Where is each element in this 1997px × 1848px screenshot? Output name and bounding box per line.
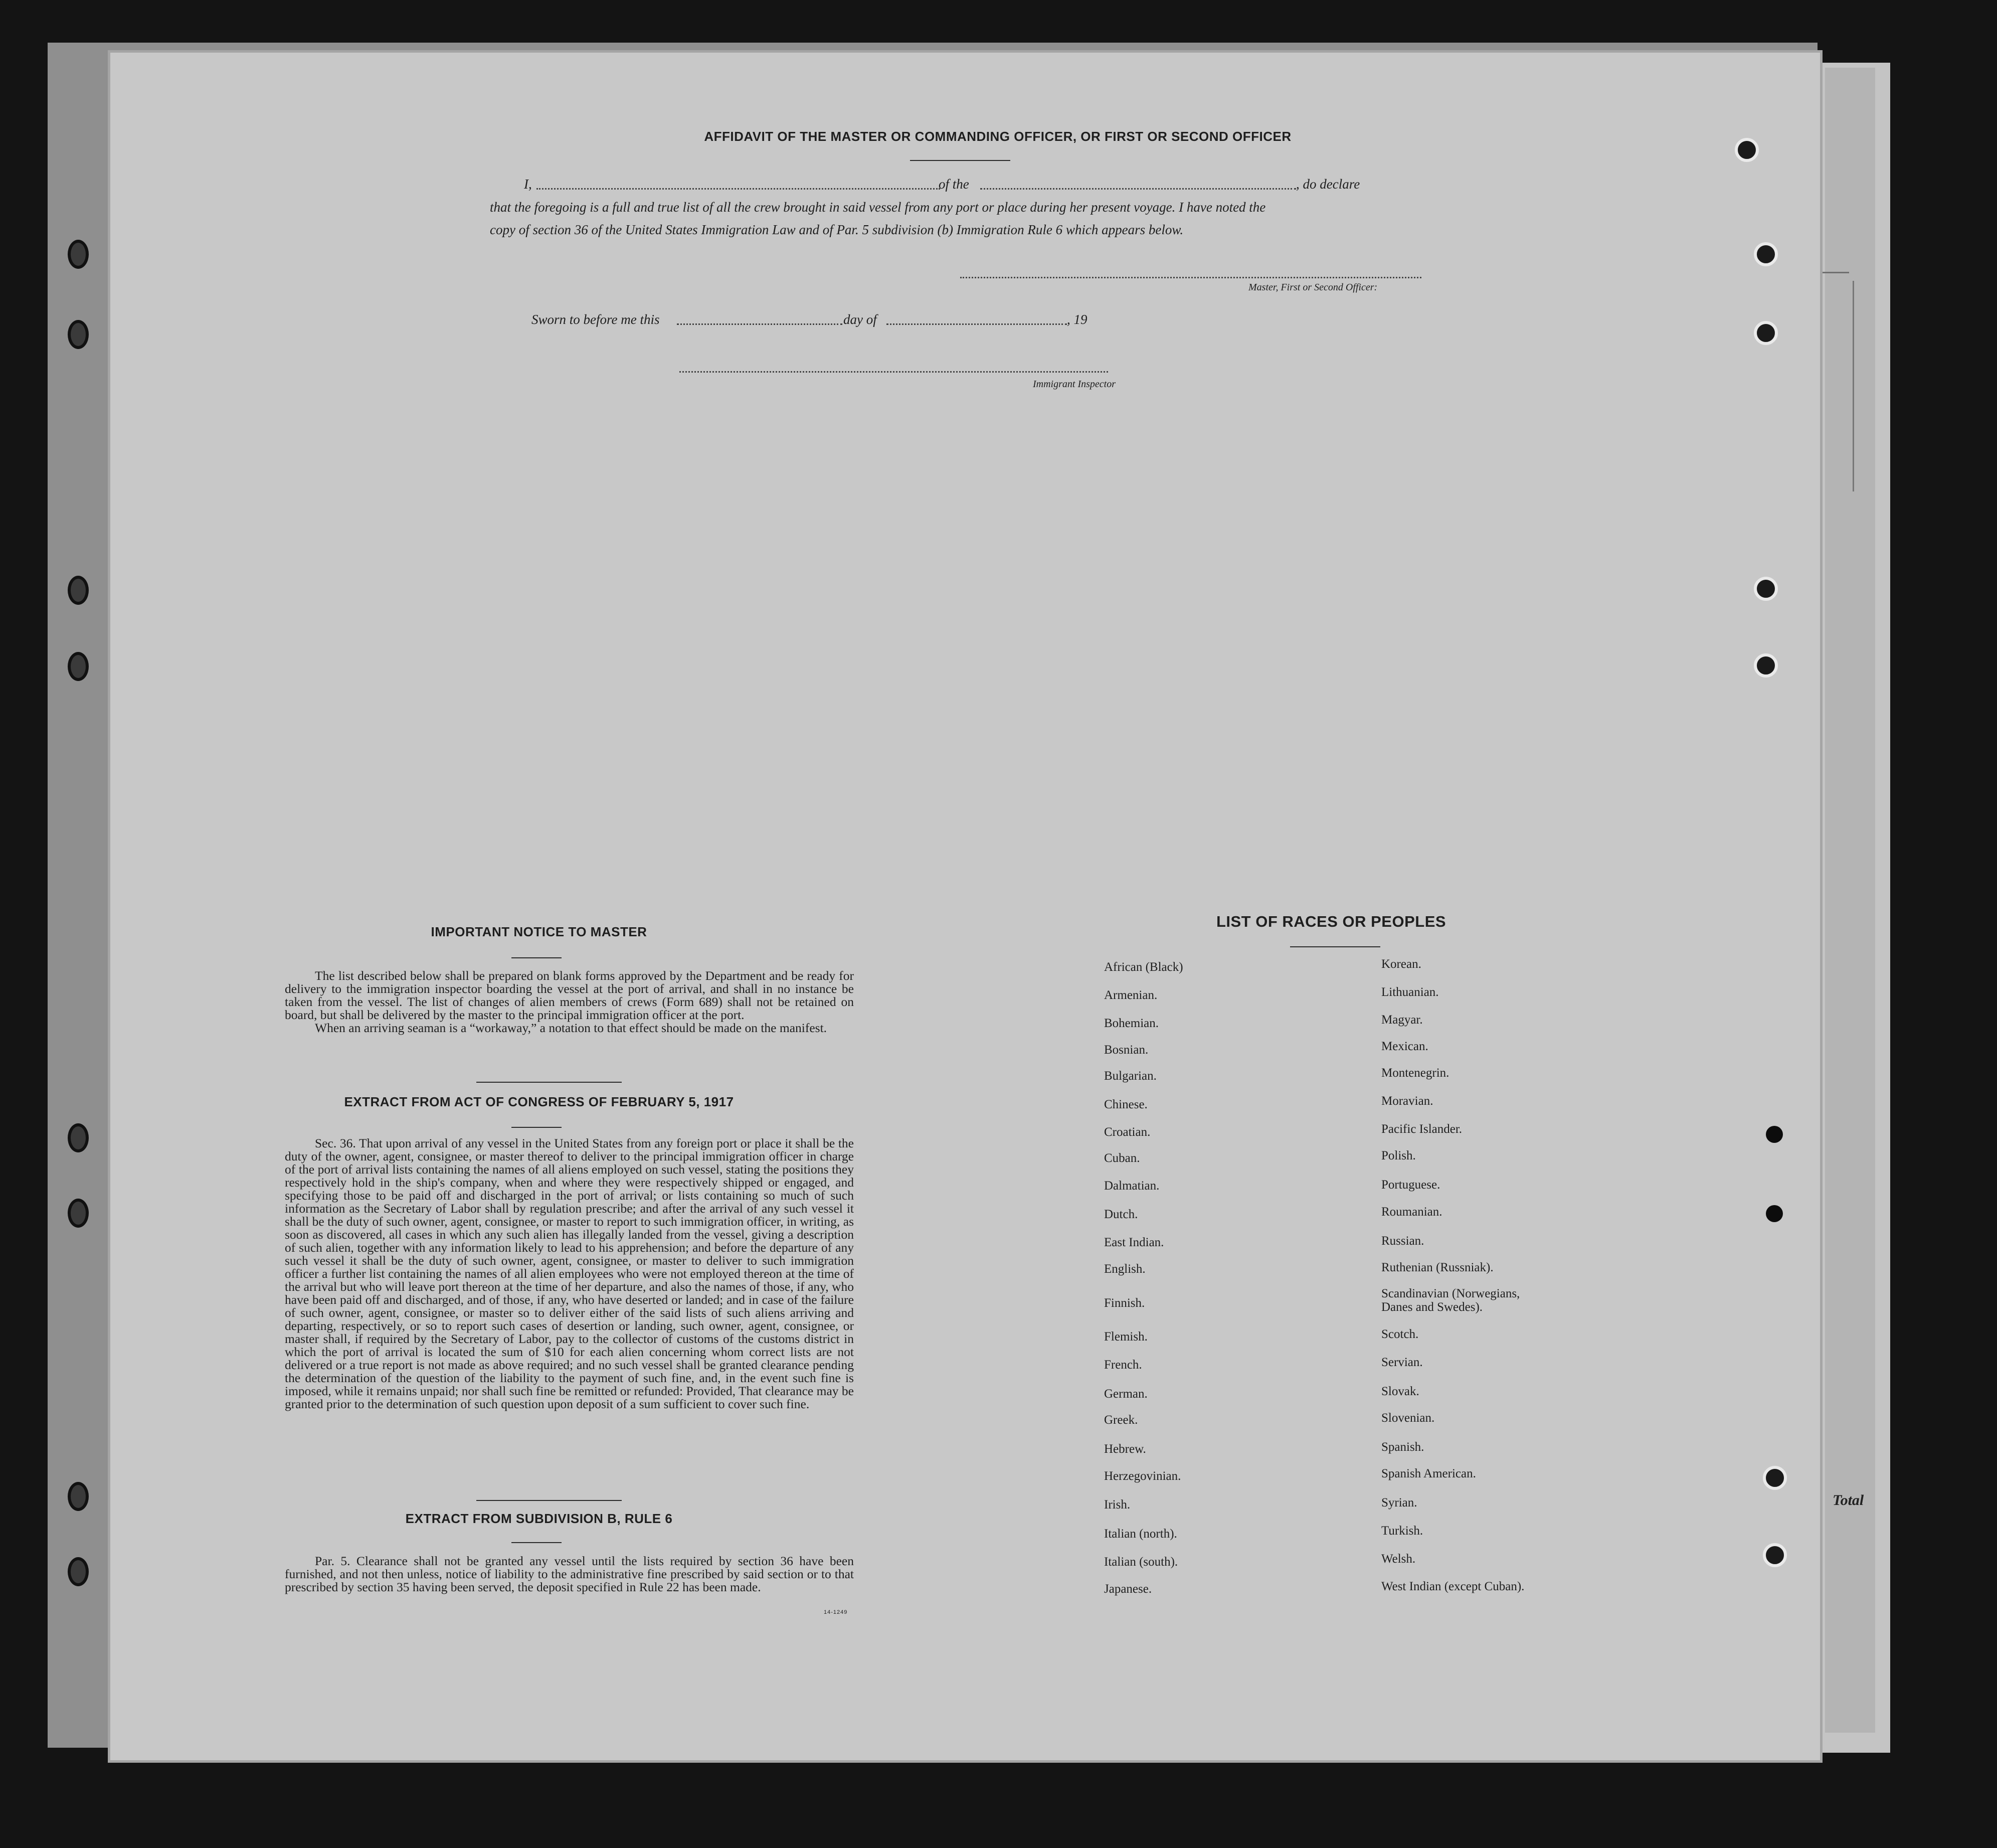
notice-paragraph: When an arriving seaman is a “workaway,” a notation to that effect should be made on the manifest. — [315, 1021, 827, 1035]
binder-hole-left — [68, 1557, 89, 1586]
punch-hole — [1754, 242, 1778, 266]
vessel-name-field[interactable] — [980, 188, 1296, 190]
race-item: Irish. — [1104, 1498, 1131, 1511]
race-item: Flemish. — [1104, 1330, 1148, 1343]
page-edge-line — [1853, 281, 1854, 491]
race-item: Bulgarian. — [1104, 1069, 1157, 1083]
margin-total-note: Total — [1833, 1492, 1864, 1508]
race-item: Roumanian. — [1381, 1205, 1442, 1219]
binder-hole-left — [68, 320, 89, 349]
act-paragraph: Sec. 36. That upon arrival of any vessel in the United States from any foreign port or place it shall be the duty of the owner, agent, consignee, or master thereof to deliver to the principal immigration officer in charge of the port of arrival lists containing the names of all aliens employed on such vessel, stating the positions they respectively hold in the ship's company, when and where they were respectively shipped or engaged, and specifying those to be paid off and discharged in the port of arrival; or lists containing so much of such information as the Secretary of Labor shall by regulation prescribe; and after the arrival of any such vessel it shall be the duty of such owner, agent, consignee, or master to report to such immigration officer, in writing, as soon as discovered, all cases in which any such alien has illegally landed from the vessel, giving a description of such alien, together with any information likely to lead to his apprehension; and before the departure of any such vessel it shall be the duty of such owner, agent, consignee, or master to deliver to such immigration officer a further list containing the names of all alien employees who were not employed thereon at the time of the arrival but who will leave port thereon at the time of her departure, and also the names of those, if any, who have been paid off and discharged, and of those, if any, who have deserted or landed; and in case of the failure of such owner, agent, consignee, or master so to deliver either of the said lists of such aliens arriving and departing, respectively, or so to report such cases of desertion or landing, such owner, agent, consignee, or master shall, if required by the Secretary of Labor, pay to the collector of customs of the customs district in which the port of arrival is located the sum of $10 for each alien concerning whom correct lists are not delivered or a true report is not made as above required; and no such vessel shall be granted clearance pending the determination of the question of the liability to the payment of such fine, and, in the event such fine is imposed, while it remains unpaid; nor shall such fine be remitted or refunded: Provided, That clearance may be granted prior to the determination of such question upon deposit of a sum sufficient to cover such fine. — [285, 1136, 854, 1411]
sworn-year-label: , 19 — [1067, 312, 1087, 327]
sworn-label: Sworn to before me this — [531, 312, 660, 327]
sworn-day-field[interactable] — [677, 323, 842, 325]
binder-hole-left — [68, 1199, 89, 1228]
race-item: Welsh. — [1381, 1552, 1416, 1566]
race-item: Magyar. — [1381, 1013, 1423, 1027]
sworn-month-field[interactable] — [886, 323, 1067, 325]
section-rule — [476, 1082, 622, 1083]
punch-hole — [1754, 321, 1778, 345]
race-item: Portuguese. — [1381, 1178, 1440, 1192]
race-item: French. — [1104, 1358, 1142, 1372]
affidavit-i-label: I, — [524, 177, 532, 192]
rule-extract-body — [285, 1555, 854, 1594]
race-item: Spanish American. — [1381, 1467, 1476, 1480]
race-item: Italian (north). — [1104, 1527, 1177, 1541]
race-item: Polish. — [1381, 1149, 1416, 1162]
race-item: Slovenian. — [1381, 1411, 1435, 1425]
race-item: Mexican. — [1381, 1040, 1428, 1053]
race-item: Spanish. — [1381, 1440, 1424, 1454]
binder-hole-left — [68, 576, 89, 605]
race-item: Japanese. — [1104, 1582, 1152, 1596]
inspector-signature-field[interactable] — [679, 371, 1108, 373]
signature-label: Master, First or Second Officer: — [1248, 282, 1378, 293]
race-item: African (Black) — [1104, 960, 1183, 974]
race-item: Montenegrin. — [1381, 1066, 1449, 1080]
race-item: Scotch. — [1381, 1327, 1419, 1341]
form-number: 14-1249 — [824, 1609, 848, 1615]
race-item: Korean. — [1381, 957, 1421, 971]
underlying-page-edge — [1825, 68, 1875, 1733]
race-item: Bohemian. — [1104, 1017, 1159, 1030]
punch-hole — [1735, 138, 1759, 162]
race-item: Croatian. — [1104, 1125, 1151, 1139]
affidavit-line-2: that the foregoing is a full and true list of all the crew brought in said vessel from any port or place during her present voyage. I have noted the — [490, 200, 1266, 215]
race-item: Scandinavian (Norwegians, Danes and Swedes). — [1381, 1287, 1520, 1314]
manifest-page — [110, 53, 1820, 1760]
race-item: Lithuanian. — [1381, 985, 1439, 999]
notice-paragraph: The list described below shall be prepared on blank forms approved by the Department and be ready for delivery to the immigration inspector boarding the vessel at the port of arrival, and shall in no instance be taken from the vessel. The list of changes of alien members of crews (Form 689) shall not be retained on board, but shall be delivered by the master to the principal immigration officer at the port. — [285, 968, 854, 1022]
affidavit-of-label: of the — [939, 177, 969, 192]
punch-hole — [1754, 577, 1778, 601]
race-item: West Indian (except Cuban). — [1381, 1580, 1525, 1593]
officer-signature-field[interactable] — [960, 277, 1421, 278]
race-item: Slovak. — [1381, 1385, 1419, 1398]
race-item: Turkish. — [1381, 1524, 1423, 1538]
inspector-label: Immigrant Inspector — [1033, 379, 1116, 390]
race-item: Pacific Islander. — [1381, 1122, 1463, 1136]
punch-hole — [1763, 1466, 1787, 1490]
races-title: LIST OF RACES OR PEOPLES — [1216, 913, 1446, 930]
race-item: Chinese. — [1104, 1098, 1148, 1111]
races-rule — [1290, 946, 1380, 947]
race-item: Herzegovinian. — [1104, 1469, 1181, 1483]
race-item: Moravian. — [1381, 1094, 1433, 1108]
race-item: Finnish. — [1104, 1296, 1145, 1310]
punch-hole — [1763, 1543, 1787, 1567]
race-item: Dutch. — [1104, 1208, 1138, 1221]
notice-title: IMPORTANT NOTICE TO MASTER — [431, 924, 647, 939]
affidavit-declare-label: , do declare — [1296, 177, 1360, 192]
act-rule — [511, 1127, 562, 1128]
notice-body — [285, 969, 854, 1035]
rule-rule — [511, 1542, 562, 1543]
race-item: English. — [1104, 1262, 1146, 1276]
race-item: East Indian. — [1104, 1236, 1164, 1249]
punch-hole — [1754, 653, 1778, 678]
binder-hole-left — [68, 240, 89, 269]
rule-paragraph: Par. 5. Clearance shall not be granted any vessel until the lists required by section 36 have been furnished, and not then unless, notice of liability to the administrative fine prescribed by said section or to that prescribed by section 35 having been served, the deposit specified in Rule 22 has been made. — [285, 1554, 854, 1594]
notice-rule — [511, 957, 562, 958]
sworn-day-of-label: day of — [843, 312, 877, 327]
binder-hole-left — [68, 1482, 89, 1511]
race-item: German. — [1104, 1387, 1148, 1401]
title-rule — [910, 160, 1010, 161]
race-item: Dalmatian. — [1104, 1179, 1160, 1193]
race-item: Italian (south). — [1104, 1555, 1178, 1569]
punch-hole — [1766, 1126, 1783, 1143]
race-item: Hebrew. — [1104, 1442, 1146, 1456]
master-name-field[interactable] — [536, 188, 940, 190]
binder-hole-left — [68, 1123, 89, 1152]
act-extract-body — [285, 1137, 854, 1411]
race-item: Ruthenian (Russniak). — [1381, 1261, 1494, 1274]
race-item: Servian. — [1381, 1356, 1423, 1369]
rule-extract-title: EXTRACT FROM SUBDIVISION B, RULE 6 — [405, 1511, 673, 1526]
race-item: Russian. — [1381, 1234, 1424, 1248]
act-extract-title: EXTRACT FROM ACT OF CONGRESS OF FEBRUARY 5, 1917 — [344, 1094, 734, 1109]
race-item: Syrian. — [1381, 1496, 1417, 1509]
punch-hole — [1766, 1205, 1783, 1222]
race-item: Armenian. — [1104, 988, 1158, 1002]
affidavit-title: AFFIDAVIT OF THE MASTER OR COMMANDING OFFICER, OR FIRST OR SECOND OFFICER — [704, 129, 1292, 144]
race-item: Greek. — [1104, 1413, 1138, 1427]
section-rule — [476, 1500, 622, 1501]
affidavit-line-3: copy of section 36 of the United States Immigration Law and of Par. 5 subdivision (b) Immigration Rule 6 which appears below. — [490, 222, 1184, 237]
race-item: Cuban. — [1104, 1151, 1140, 1165]
race-item: Bosnian. — [1104, 1043, 1149, 1057]
binder-hole-left — [68, 652, 89, 681]
